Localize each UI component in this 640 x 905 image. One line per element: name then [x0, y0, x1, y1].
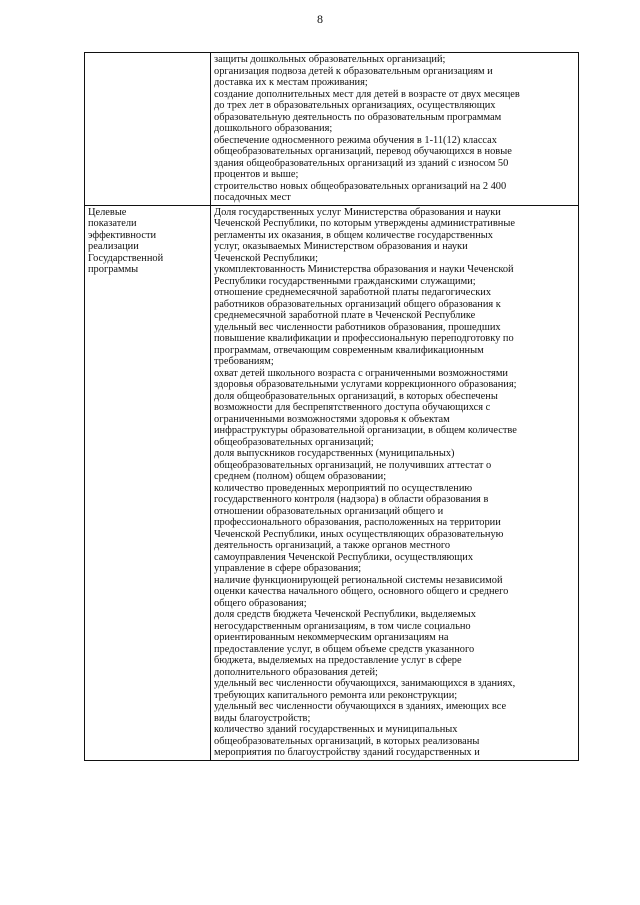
content-line: организация подвоза детей к образовательным организациям и: [214, 65, 493, 77]
content-line: дошкольного образования;: [214, 123, 333, 134]
content-line: удельный вес численности обучающихся в зданиях, имеющих все: [214, 701, 507, 712]
content-line: посадочных мест: [214, 192, 291, 203]
label-line: реализации: [88, 241, 139, 252]
content-line: процентов и выше;: [214, 169, 299, 180]
content-line: бюджета, выделяемых на предоставление услуг в сфере: [214, 655, 462, 666]
content-line: профессионального образования, расположенных на территории: [214, 517, 501, 528]
label-line: Целевые: [88, 206, 127, 218]
content-line: охват детей школьного возраста с ограниченными возможностями: [214, 367, 508, 379]
content-line: работников образовательных организаций общего образования к: [214, 298, 501, 310]
content-line: общего образования;: [214, 597, 307, 609]
content-line: до трех лет в образовательных организациях, осуществляющих: [214, 100, 496, 111]
content-line: деятельность организаций, а также органов местного: [214, 540, 451, 551]
content-line: виды благоустройств;: [214, 712, 311, 724]
content-line: удельный вес численности работников образования, прошедших: [214, 321, 501, 333]
content-line: требующих капитального ремонта или реконструкции;: [214, 689, 458, 701]
row-content: [211, 205, 579, 760]
content-line: защиты дошкольных образовательных организаций;: [214, 54, 446, 65]
content-line: строительство новых общеобразовательных организаций на 2 400: [214, 180, 507, 192]
content-line: обеспечение односменного режима обучения в 1-11(12) классах: [214, 134, 497, 146]
content-line: Чеченской Республики, по которым утверждены административные: [214, 218, 515, 229]
content-line: ограниченными возможностями здоровья к объектам: [214, 413, 450, 425]
content-line: укомплектованность Министерства образования и науки Чеченской: [214, 264, 514, 275]
content-line: общеобразовательных организаций, в которых реализованы: [214, 735, 480, 747]
content-line: здания общеобразовательных организаций из зданий с износом 50: [214, 157, 509, 169]
content-line: самоуправления Чеченской Республики, осуществляющих: [214, 551, 474, 563]
content-line: удельный вес численности обучающихся, занимающихся в зданиях,: [214, 678, 516, 689]
content-line: доля средств бюджета Чеченской Республики, выделяемых: [214, 609, 476, 620]
table-row-target-indicators: [85, 205, 579, 760]
content-line: наличие функционирующей региональной системы независимой: [214, 574, 503, 586]
content-line: общеобразовательных организаций, не получивших аттестат о: [214, 459, 492, 471]
content-line: Доля государственных услуг Министерства образования и науки: [214, 206, 501, 218]
content-line: государственного контроля (надзора) в области образования в: [214, 494, 489, 505]
content-line: среднем (полном) общем образовании;: [214, 471, 387, 482]
content-line: Чеченской Республики;: [214, 252, 319, 264]
content-line: количество зданий государственных и муниципальных: [214, 724, 458, 735]
content-line: негосударственным организациям, в том числе социально: [214, 620, 471, 632]
content-line: здоровья образовательными услугами коррекционного образования;: [214, 379, 517, 390]
program-passport-table: [84, 52, 579, 761]
content-line: услуг, оказываемых Министерством образования и науки: [214, 241, 468, 252]
label-line: показатели: [88, 218, 137, 229]
content-line: общеобразовательных организаций;: [214, 436, 374, 448]
content-line: повышение квалификации и профессиональную переподготовку по: [214, 333, 514, 344]
row-content: [211, 53, 579, 206]
label-line: программы: [88, 264, 139, 275]
row-label-empty: [85, 53, 211, 206]
row-label: [85, 205, 211, 760]
content-line: доля общеобразовательных организаций, в которых обеспечены: [214, 390, 498, 402]
content-line: предоставление услуг, в общем объеме средств указанного: [214, 643, 475, 655]
content-line: требованиям;: [214, 356, 274, 367]
content-line: инфраструктуры образовательной организации, в общем количестве: [214, 425, 517, 436]
content-line: отношение среднемесячной заработной платы педагогических: [214, 287, 492, 298]
content-line: ориентированным некоммерческим организациям на: [214, 632, 449, 643]
table-row-continuation: [85, 53, 579, 206]
content-line: программам, отвечающим современным квалификационным: [214, 344, 484, 356]
content-line: доставка их к местам проживания;: [214, 77, 368, 88]
label-line: эффективности: [88, 229, 157, 241]
content-line: оценки качества начального общего, основного общего и среднего: [214, 586, 509, 597]
content-line: доля выпускников государственных (муниципальных): [214, 448, 455, 459]
content-line: создание дополнительных мест для детей в возрасте от двух месяцев: [214, 88, 520, 100]
content-line: дополнительного образования детей;: [214, 666, 378, 678]
content-line: регламенты их оказания, в общем количестве государственных: [214, 229, 493, 241]
content-line: Чеченской Республики, иных осуществляющих образовательную: [214, 528, 504, 540]
content-line: отношении образовательных организаций общего и: [214, 505, 444, 517]
label-line: Государственной: [88, 252, 164, 264]
content-line: мероприятия по благоустройству зданий государственных и: [214, 747, 480, 758]
page-number: 8: [317, 12, 323, 26]
content-line: управление в сфере образования;: [214, 563, 362, 574]
content-line: общеобразовательных организаций, перевод обучающихся в новые: [214, 146, 512, 157]
content-line: образовательную деятельность по образовательным программам: [214, 111, 502, 123]
content-line: количество проведенных мероприятий по осуществлению: [214, 482, 473, 494]
content-line: Республики государственными гражданскими служащими;: [214, 275, 476, 287]
content-line: возможности для беспрепятственного доступа обучающихся с: [214, 402, 491, 413]
content-line: среднемесячной заработной плате в Чеченской Республике: [214, 310, 476, 321]
